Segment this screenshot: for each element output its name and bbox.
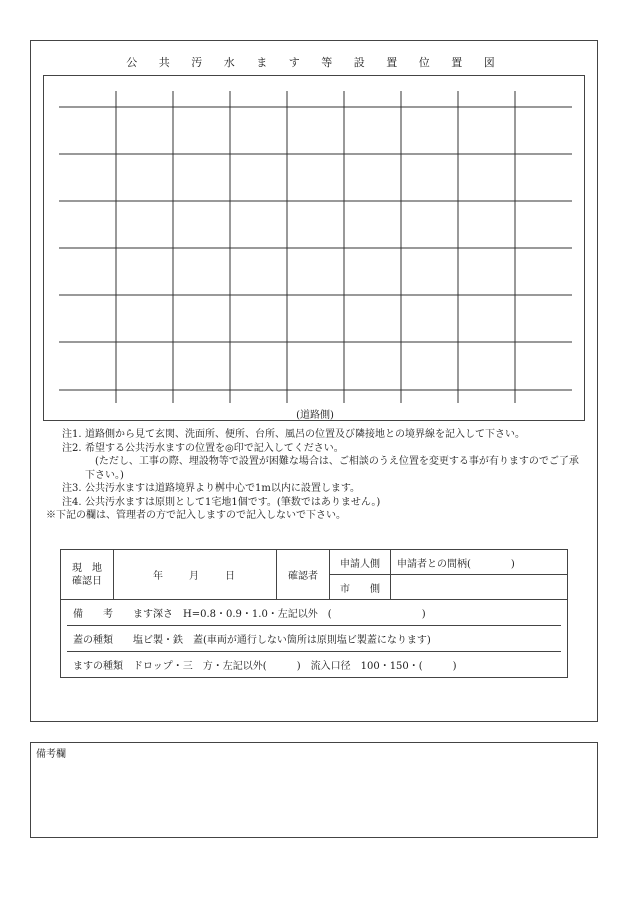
city-side-field[interactable] bbox=[391, 575, 568, 600]
note-2: 注2. 希望する公共汚水ますの位置を◎印で記入してください。 bbox=[62, 442, 344, 454]
notes-section bbox=[46, 428, 587, 523]
remarks-depth-row[interactable]: 備 考 ます深さ H=0.8・0.9・1.0・左記以外 ( ) bbox=[73, 609, 426, 620]
form-title: 公 共 汚 水 ま す 等 設 置 位 置 図 bbox=[126, 56, 504, 69]
site-check-date-label: 現 地 確認日 bbox=[61, 550, 114, 600]
note-3: 注3. 公共汚水ますは道路境界より桝中心で1m以内に設置します。 bbox=[62, 483, 361, 494]
site-check-date-field[interactable]: 年 月 日 bbox=[114, 550, 277, 600]
note-4: 注4. 公共汚水ますは原則として1宅地1個です。(筆数ではありません。) bbox=[62, 496, 381, 508]
remarks-box-label: 備考欄 bbox=[36, 749, 66, 760]
map-grid bbox=[44, 76, 584, 420]
location-map-area[interactable] bbox=[43, 75, 585, 421]
confirmer-label: 確認者 bbox=[277, 550, 330, 600]
basin-type-row[interactable]: ますの種類 ドロップ・三 方・左記以外( ) 流入口径 100・150・( ) bbox=[67, 651, 561, 677]
confirmation-table bbox=[60, 549, 568, 678]
city-side-label: 市 側 bbox=[330, 575, 391, 600]
note-2-detail: (ただし、工事の際、埋設物等で設置が困難な場合は、ご相談のうえ位置を変更する事が有りますのでご了承下さい。) bbox=[85, 456, 579, 481]
lid-type-row[interactable]: 蓋の種類 塩ビ製・鉄 蓋(車両が通行しない箇所は原則塩ビ製蓋になります) bbox=[67, 625, 561, 651]
applicant-relation-field[interactable]: 申請者との間柄( ) bbox=[391, 550, 568, 575]
applicant-side-label: 申請人側 bbox=[330, 550, 391, 575]
road-side-label: (道路側) bbox=[296, 410, 334, 421]
admin-note: ※下記の欄は、管理者の方で記入しますので記入しないで下さい。 bbox=[46, 510, 346, 521]
note-1: 注1. 道路側から見て玄関、洗面所、便所、台所、風呂の位置及び隣接地との境界線を記入して下さい。 bbox=[62, 429, 525, 440]
remarks-box[interactable] bbox=[30, 742, 598, 838]
